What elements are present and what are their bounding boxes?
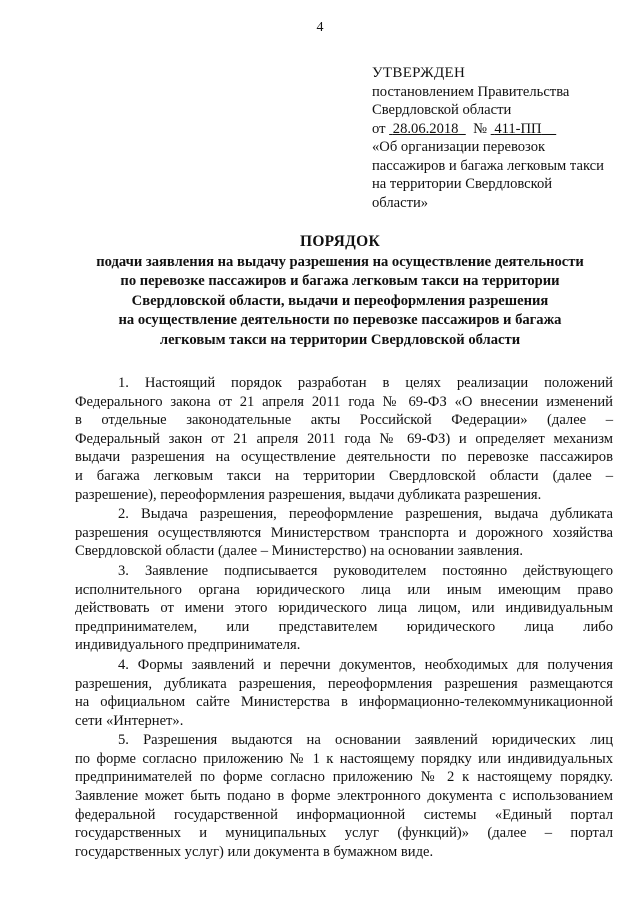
paragraph-line: федеральной государственной информационной системы «Единый портал bbox=[75, 806, 613, 823]
paragraph-line: в отдельные законодательные акты Российской Федерации» (далее – bbox=[75, 412, 613, 429]
document-title: ПОРЯДОК bbox=[299, 233, 381, 250]
paragraph-line: разрешения осуществляются Министерством транспорта и дорожного хозяйства bbox=[75, 524, 613, 541]
approval-title: УТВЕРЖДЕН bbox=[372, 65, 466, 81]
paragraph-line: по форме согласно приложению № 1 к настоящему порядку или индивидуальных bbox=[75, 750, 613, 767]
paragraph-line: на официальном сайте Министерства в информационно-телекоммуникационной bbox=[75, 694, 613, 711]
approval-stamp bbox=[372, 64, 620, 212]
paragraph-1 bbox=[75, 374, 613, 504]
approval-number: 411-ПП bbox=[494, 120, 542, 137]
paragraph-2 bbox=[75, 505, 613, 561]
approval-date: 28.06.2018 bbox=[392, 120, 459, 137]
paragraph-line: исполнительного органа юридического лица или иным имеющим право bbox=[75, 581, 613, 598]
paragraph-line: 2. Выдача разрешения, переоформление разрешения, выдача дубликата bbox=[118, 506, 613, 523]
paragraph-line: государственных услуг) или документа в бумажном виде. bbox=[75, 843, 434, 860]
document-body bbox=[75, 374, 613, 862]
document-heading bbox=[70, 232, 610, 350]
paragraph-line: 3. Заявление подписывается руководителем постоянно действующего bbox=[118, 562, 613, 579]
approval-line-7: области» bbox=[372, 194, 429, 211]
page-number: 4 bbox=[316, 20, 324, 35]
paragraph-line: 4. Формы заявлений и перечни документов, необходимых для получения bbox=[118, 656, 613, 673]
approval-line-5: пассажиров и багажа легковым такси bbox=[372, 157, 604, 174]
paragraph-line: Заявление может быть подано в форме электронного документа с использованием bbox=[75, 788, 613, 805]
approval-line-1: постановлением Правительства bbox=[372, 83, 570, 100]
paragraph-line: Федерального закона от 21 апреля 2011 года № 69-ФЗ «О внесении изменений bbox=[75, 393, 613, 410]
paragraph-line: государственных и муниципальных услуг (функций)» (далее – портал bbox=[75, 825, 613, 842]
paragraph-5 bbox=[75, 731, 613, 861]
paragraph-line: Федеральный закон от 21 апреля 2011 года № 69-ФЗ) и определяет механизм bbox=[75, 430, 613, 447]
paragraph-line: предпринимателем, или представителем юридического лица либо bbox=[75, 618, 613, 635]
paragraph-line: выдачи разрешения на осуществление деятельности по перевозке пассажиров bbox=[75, 449, 613, 466]
paragraph-line: 5. Разрешения выдаются на основании заявлений юридических лиц bbox=[118, 732, 613, 749]
heading-line: легковым такси на территории Свердловской области bbox=[159, 331, 521, 348]
paragraph-line: разрешения, дубликата разрешения, переоформления разрешения размещаются bbox=[75, 675, 613, 692]
paragraph-4 bbox=[75, 656, 613, 730]
paragraph-line: и багажа легковым такси на территории Свердловской области (далее – bbox=[75, 467, 613, 484]
approval-date-row bbox=[372, 120, 620, 139]
paragraph-line: индивидуального предпринимателя. bbox=[75, 637, 301, 654]
heading-line: Свердловской области, выдачи и переоформления разрешения bbox=[131, 292, 549, 309]
heading-line: по перевозке пассажиров и багажа легковым такси на территории bbox=[120, 273, 560, 289]
paragraph-line: Свердловской области (далее – Министерство) на основании заявления. bbox=[75, 543, 523, 560]
approval-date-prefix: от bbox=[372, 120, 386, 137]
paragraph-line: действовать от имени этого юридического лица лицом, или индивидуальным bbox=[75, 600, 613, 617]
approval-line-6: на территории Свердловской bbox=[372, 176, 553, 192]
approval-line-2: Свердловской области bbox=[372, 102, 512, 118]
heading-line: на осуществление деятельности по перевозке пассажиров и багажа bbox=[118, 312, 562, 328]
paragraph-line: 1. Настоящий порядок разработан в целях реализации положений bbox=[118, 375, 613, 391]
paragraph-3 bbox=[75, 562, 613, 655]
heading-line: подачи заявления на выдачу разрешения на осуществление деятельности bbox=[96, 253, 584, 270]
paragraph-line: предпринимателей по форме согласно приложению № 2 к настоящему порядку. bbox=[75, 769, 613, 786]
paragraph-line: сети «Интернет». bbox=[75, 712, 184, 729]
paragraph-line: разрешение), переоформления разрешения, выдачи дубликата разрешения. bbox=[75, 486, 542, 503]
approval-number-prefix: № bbox=[473, 120, 487, 137]
approval-line-4: «Об организации перевозок bbox=[372, 139, 546, 155]
